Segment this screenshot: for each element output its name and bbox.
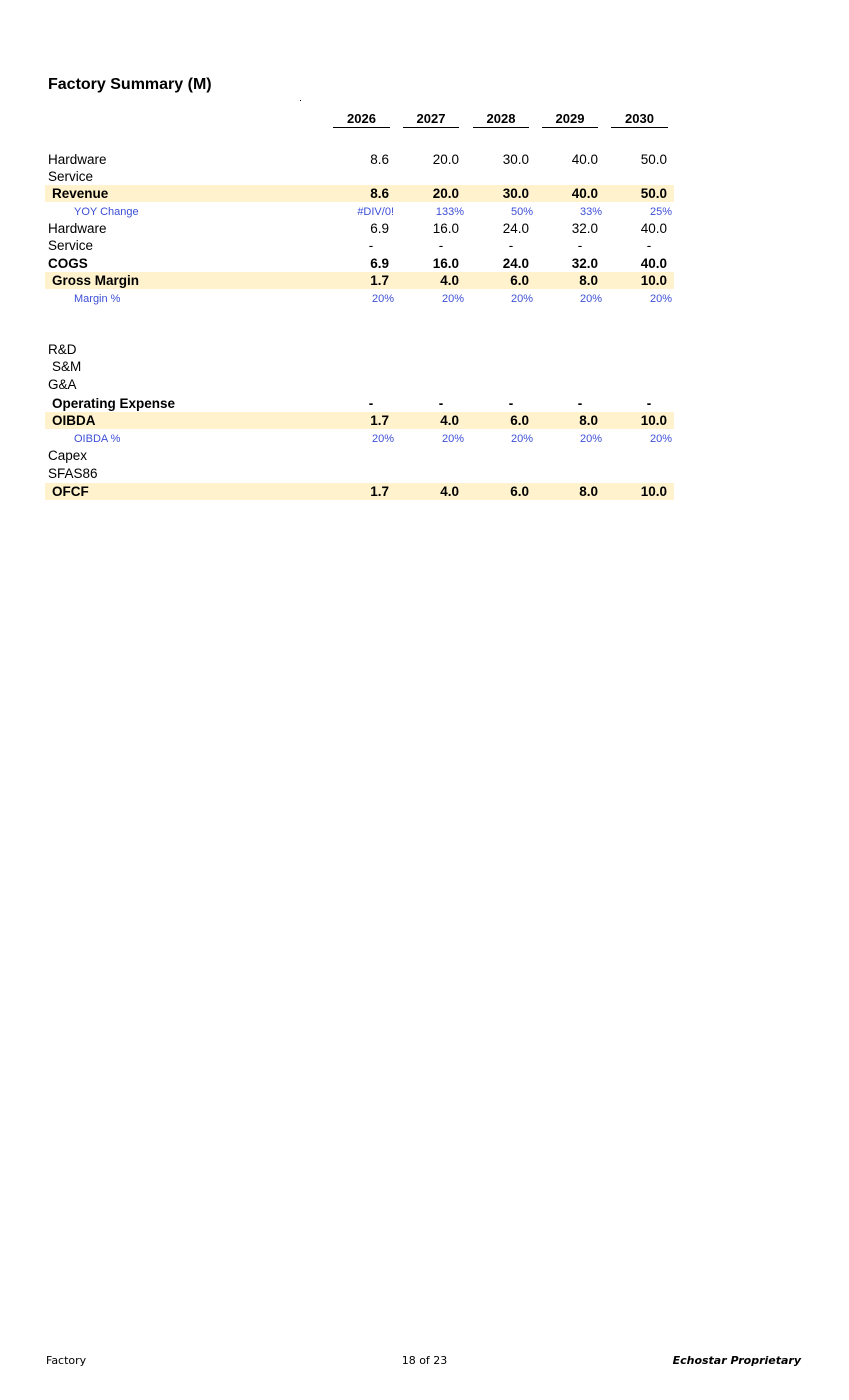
footer-page-number: 18 of 23 [401, 1354, 448, 1367]
cell-value: - [646, 396, 652, 411]
year-header: 2029 [542, 111, 598, 128]
cell-value: 8.6 [370, 186, 389, 201]
year-header: 2026 [333, 111, 390, 128]
row-operating-expense [0, 395, 849, 412]
cell-value: 20.0 [432, 186, 459, 201]
row-label: G&A [48, 377, 77, 392]
cell-value: 16.0 [432, 221, 459, 236]
cell-value: 50% [510, 206, 533, 218]
cell-value: 133% [435, 206, 464, 218]
cell-value: 6.0 [510, 273, 529, 288]
row-label: OFCF [52, 484, 89, 499]
row-label: Hardware [48, 152, 107, 167]
row-rnd [0, 341, 849, 358]
page-title: Factory Summary (M) [48, 76, 212, 93]
cell-value: - [577, 238, 583, 253]
cell-value: - [438, 396, 444, 411]
cell-value: 4.0 [440, 273, 459, 288]
cell-value: - [438, 238, 444, 253]
cell-value: 1.7 [370, 413, 389, 428]
cell-value: 24.0 [502, 256, 529, 271]
cell-value: #DIV/0! [357, 206, 394, 218]
cell-value: - [508, 396, 514, 411]
cell-value: 20% [579, 433, 602, 445]
year-header-row [0, 111, 849, 131]
row-label: Hardware [48, 221, 107, 236]
cell-value: 1.7 [370, 484, 389, 499]
cell-value: 20% [371, 433, 394, 445]
cell-value: 8.0 [579, 413, 598, 428]
row-service-revenue [0, 168, 849, 185]
cell-value: - [368, 396, 374, 411]
cell-value: 6.0 [510, 413, 529, 428]
cell-value: 33% [579, 206, 602, 218]
row-label: Gross Margin [52, 273, 140, 288]
row-hardware-revenue [0, 151, 849, 168]
cell-value: 20% [579, 293, 602, 305]
cell-value: 30.0 [502, 186, 529, 201]
cell-value: 24.0 [502, 221, 529, 236]
row-label: YOY Change [74, 206, 139, 218]
cell-value: - [577, 396, 583, 411]
footer-left: Factory [46, 1354, 87, 1367]
row-ofcf [0, 483, 849, 500]
row-hardware-cogs [0, 220, 849, 237]
row-oibda [0, 412, 849, 429]
cell-value: 40.0 [640, 256, 667, 271]
cell-value: 50.0 [640, 152, 667, 167]
cell-value: 20% [371, 293, 394, 305]
row-gross-margin [0, 272, 849, 289]
row-label: Service [48, 169, 94, 184]
cell-value: 16.0 [432, 256, 459, 271]
row-label: SFAS86 [48, 466, 98, 481]
cell-value: 1.7 [370, 273, 389, 288]
row-revenue [0, 185, 849, 202]
cell-value: 40.0 [571, 152, 598, 167]
cell-value: 20% [510, 433, 533, 445]
cell-value: 20% [441, 433, 464, 445]
year-header: 2027 [403, 111, 459, 128]
year-header: 2030 [611, 111, 668, 128]
cell-value: 20% [649, 433, 672, 445]
row-oibda-pct [0, 431, 849, 448]
cell-value: 20% [649, 293, 672, 305]
row-label: Operating Expense [52, 396, 176, 411]
row-yoy-change [0, 204, 849, 221]
row-label: Service [48, 238, 94, 253]
cell-value: - [646, 238, 652, 253]
row-label: OIBDA % [74, 433, 121, 445]
cell-value: 40.0 [640, 221, 667, 236]
cell-value: 40.0 [571, 186, 598, 201]
cell-value: 4.0 [440, 413, 459, 428]
cell-value: 8.0 [579, 484, 598, 499]
row-label: S&M [52, 359, 82, 374]
footer-proprietary: Echostar Proprietary [672, 1354, 801, 1367]
cell-value: - [368, 238, 374, 253]
row-cogs [0, 255, 849, 272]
cell-value: 32.0 [571, 256, 598, 271]
cell-value: - [508, 238, 514, 253]
cell-value: 32.0 [571, 221, 598, 236]
row-gna [0, 376, 849, 393]
dot-mark [300, 100, 301, 101]
cell-value: 10.0 [640, 484, 667, 499]
row-label: Margin % [74, 293, 121, 305]
cell-value: 25% [649, 206, 672, 218]
cell-value: 6.9 [370, 221, 389, 236]
cell-value: 6.9 [370, 256, 389, 271]
row-label: R&D [48, 342, 77, 357]
row-service-cogs [0, 237, 849, 254]
cell-value: 20% [441, 293, 464, 305]
cell-value: 30.0 [502, 152, 529, 167]
row-margin-pct [0, 291, 849, 308]
cell-value: 4.0 [440, 484, 459, 499]
cell-value: 50.0 [640, 186, 667, 201]
row-capex [0, 447, 849, 464]
row-snm [0, 358, 849, 375]
cell-value: 20.0 [432, 152, 459, 167]
row-label: OIBDA [52, 413, 96, 428]
row-label: Revenue [52, 186, 109, 201]
cell-value: 8.0 [579, 273, 598, 288]
cell-value: 20% [510, 293, 533, 305]
cell-value: 10.0 [640, 273, 667, 288]
year-header: 2028 [473, 111, 529, 128]
row-sfas86 [0, 465, 849, 482]
row-label: Capex [48, 448, 88, 463]
cell-value: 10.0 [640, 413, 667, 428]
cell-value: 6.0 [510, 484, 529, 499]
cell-value: 8.6 [370, 152, 389, 167]
row-label: COGS [48, 256, 88, 271]
